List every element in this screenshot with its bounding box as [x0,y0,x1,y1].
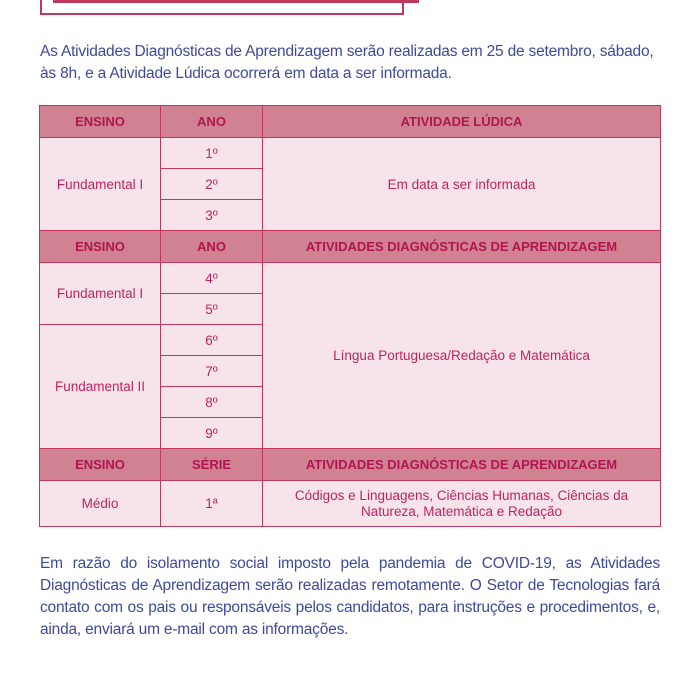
intro-paragraph: As Atividades Diagnósticas de Aprendizagem serão realizadas em 25 de setembro, sábado, às 8h, e a Atividade Lúdica ocorrerá em data a ser informada. [40,43,654,82]
ensino-cell: Fundamental II [40,325,161,449]
ano-cell: 1º [161,138,263,169]
section2-header-row [40,231,661,263]
header-ano: ANO [161,106,263,138]
header-serie: SÉRIE [161,449,263,481]
ano-cell: 9º [161,418,263,449]
atividade-cell: Língua Portuguesa/Redação e Matemática [263,263,661,449]
serie-cell: 1ª [161,481,263,527]
schedule-table [39,105,661,527]
ano-cell: 3º [161,200,263,231]
atividade-cell: Em data a ser informada [263,138,661,231]
ano-cell: 2º [161,169,263,200]
atividade-cell: Códigos e Linguagens, Ciências Humanas, Ciências da Natureza, Matemática e Redação [263,481,661,527]
ano-cell: 8º [161,387,263,418]
ano-cell: 6º [161,325,263,356]
ano-cell: 4º [161,263,263,294]
ensino-cell: Médio [40,481,161,527]
header-atividade-ludica: ATIVIDADE LÚDICA [263,106,661,138]
header-atividades-diagnosticas: ATIVIDADES DIAGNÓSTICAS DE APRENDIZAGEM [263,449,661,481]
closing-paragraph: Em razão do isolamento social imposto pela pandemia de COVID-19, as Atividades Diagnósticas de Aprendizagem serão realizadas remotamente. O Setor de Tecnologias fará contato com os pais ou responsáveis pelos candidatos, para instruções e procedimentos, e, ainda, enviará um e-mail com as informações. [40,555,660,638]
section3-header-row [40,449,661,481]
header-ensino: ENSINO [40,231,161,263]
header-ano: ANO [161,231,263,263]
section1-header-row [40,106,661,138]
header-ensino: ENSINO [40,449,161,481]
ensino-cell: Fundamental I [40,138,161,231]
table-row [40,481,661,527]
table-row [40,138,661,169]
header-ensino: ENSINO [40,106,161,138]
ensino-cell: Fundamental I [40,263,161,325]
decorative-bar [53,0,419,3]
table-row [40,263,661,294]
ano-cell: 7º [161,356,263,387]
ano-cell: 5º [161,294,263,325]
header-atividades-diagnosticas: ATIVIDADES DIAGNÓSTICAS DE APRENDIZAGEM [263,231,661,263]
